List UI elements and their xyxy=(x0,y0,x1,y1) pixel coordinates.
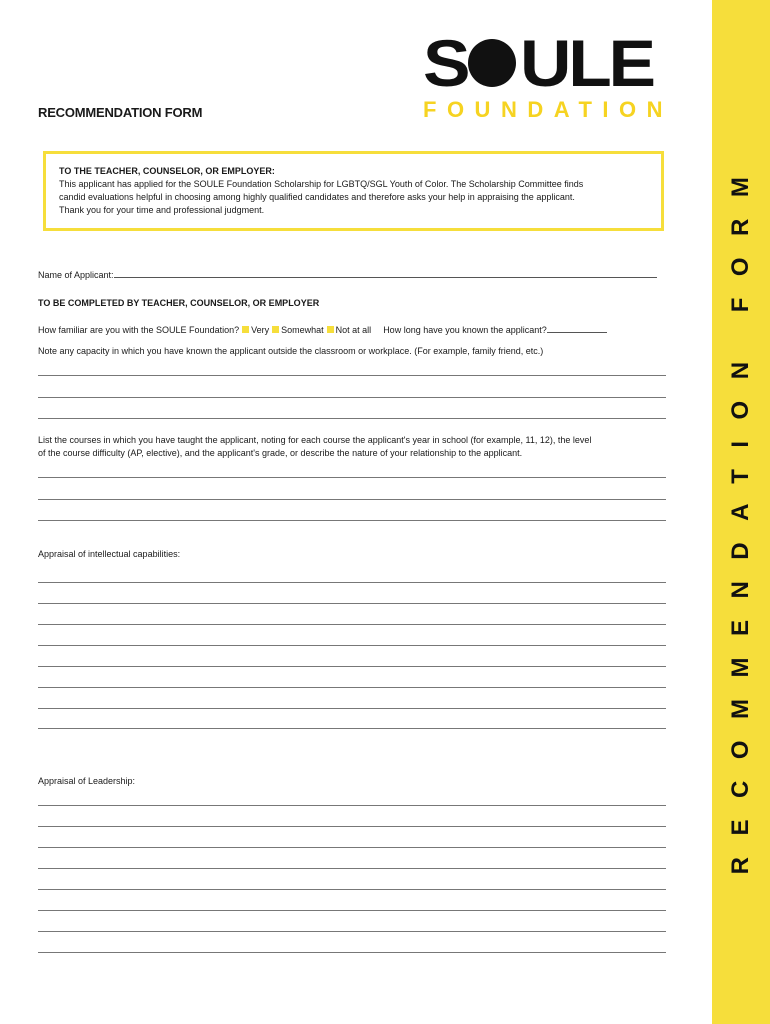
leadership-line-1[interactable] xyxy=(38,805,666,806)
intellectual-line-4[interactable] xyxy=(38,645,666,646)
capacity-line-3[interactable] xyxy=(38,418,666,419)
somewhat-checkbox[interactable] xyxy=(272,326,279,333)
leadership-line-4[interactable] xyxy=(38,868,666,869)
leadership-line-5[interactable] xyxy=(38,889,666,890)
familiarity-row xyxy=(38,324,607,335)
intellectual-line-5[interactable] xyxy=(38,666,666,667)
very-label: Very xyxy=(251,325,270,335)
capacity-line-2[interactable] xyxy=(38,397,666,398)
intellectual-line-2[interactable] xyxy=(38,603,666,604)
somewhat-label: Somewhat xyxy=(281,325,324,335)
courses-note-line-2: of the course difficulty (AP, elective), and the applicant's grade, or describe the nature of your relationship to the applicant. xyxy=(38,448,523,458)
capacity-line-1[interactable] xyxy=(38,375,666,376)
instructions-box xyxy=(43,151,664,231)
leadership-line-8[interactable] xyxy=(38,952,666,953)
leadership-line-7[interactable] xyxy=(38,931,666,932)
intellectual-label: Appraisal of intellectual capabilities: xyxy=(38,549,181,559)
applicant-name-field[interactable] xyxy=(114,269,657,278)
intellectual-line-7[interactable] xyxy=(38,708,666,709)
courses-note-line-1: List the courses in which you have taught the applicant, noting for each course the applicant's year in school (for example, 11, 12), the level xyxy=(38,435,592,445)
leadership-line-6[interactable] xyxy=(38,910,666,911)
capacity-note: Note any capacity in which you have known the applicant outside the classroom or workplace. (For example, family friend, etc.) xyxy=(38,346,544,356)
very-checkbox[interactable] xyxy=(242,326,249,333)
page-title: RECOMMENDATION FORM xyxy=(38,105,203,120)
intellectual-line-1[interactable] xyxy=(38,582,666,583)
applicant-name-label: Name of Applicant: xyxy=(38,270,114,280)
familiarity-question: How familiar are you with the SOULE Foundation? xyxy=(38,325,240,335)
courses-line-3[interactable] xyxy=(38,520,666,521)
leadership-line-2[interactable] xyxy=(38,826,666,827)
instructions-line-3: Thank you for your time and professional judgment. xyxy=(59,205,265,215)
how-long-label: How long have you known the applicant? xyxy=(383,325,547,335)
leadership-label: Appraisal of Leadership: xyxy=(38,776,136,786)
intellectual-line-6[interactable] xyxy=(38,687,666,688)
courses-line-1[interactable] xyxy=(38,477,666,478)
logo-wordmark xyxy=(423,26,663,100)
instructions-line-2: candid evaluations helpful in choosing among highly qualified candidates and therefore asks your help in appraising the applicant. xyxy=(59,192,575,202)
not-at-all-label: Not at all xyxy=(335,325,372,335)
logo-letter-s: S xyxy=(423,26,468,100)
intellectual-line-3[interactable] xyxy=(38,624,666,625)
vertical-form-title: RECOMMENDATION FORM xyxy=(727,155,754,875)
not-at-all-checkbox[interactable] xyxy=(327,326,334,333)
instructions-heading: TO THE TEACHER, COUNSELOR, OR EMPLOYER: xyxy=(59,166,275,176)
logo-letters-ule: ULE xyxy=(520,26,653,100)
courses-note xyxy=(38,434,666,460)
courses-line-2[interactable] xyxy=(38,499,666,500)
instructions-line-1: This applicant has applied for the SOULE Foundation Scholarship for LGBTQ/SGL Youth of Color. The Scholarship Committee finds xyxy=(59,179,584,189)
logo-foundation-text: FOUNDATION xyxy=(423,97,674,122)
leadership-line-3[interactable] xyxy=(38,847,666,848)
intellectual-line-8[interactable] xyxy=(38,728,666,729)
soule-logo xyxy=(423,26,674,122)
how-long-field[interactable] xyxy=(547,324,607,333)
applicant-name-row xyxy=(38,269,657,280)
logo-circle-icon xyxy=(468,39,516,87)
section-heading: TO BE COMPLETED BY TEACHER, COUNSELOR, OR EMPLOYER xyxy=(38,298,320,308)
